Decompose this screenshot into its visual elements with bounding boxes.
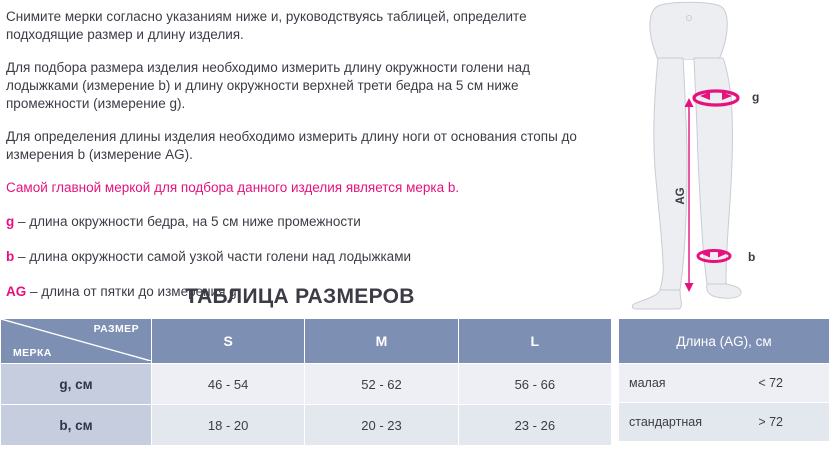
length-header-row [619,319,830,364]
ag-arrow-bottom [685,283,694,292]
figure-label-g: g [752,90,760,104]
column-header-s: S [152,319,305,364]
figure-label-b: b [748,250,756,264]
length-table-wrapper [618,318,830,442]
leg-diagram-svg [600,0,830,318]
length-row-standard [619,403,830,442]
legend-key-g: g [6,214,15,229]
right-foot-shape [707,284,741,298]
cell-b-m: 20 - 23 [305,405,458,446]
intro-paragraph-1: Снимите мерки согласно указаниям ниже и, руководствуясь таблицей, определите подходящие размер и длину изделия. [6,9,527,42]
figure-label-ag: AG [675,187,687,205]
size-table [0,318,612,446]
left-leg-shape [654,58,687,293]
table-row [1,364,612,405]
length-table [618,318,830,442]
corner-header-cell [1,319,152,364]
table-row [619,364,830,403]
corner-label-size: РАЗМЕР [93,323,139,335]
length-name-small: малая [629,376,666,390]
length-header-cell: Длина (AG), см [619,319,830,364]
pelvis-shape [650,2,727,60]
highlight-note: Самой главной меркой для подбора данного изделия является мерка b. [6,180,460,195]
legend-item-b [6,248,586,266]
cell-g-s: 46 - 54 [152,364,305,405]
intro-paragraph-2: Для подбора размера изделия необходимо измерить длину окружности голени над лодыжками (измерение b) и длину окружности верхней трети бедра на 5 см ниже промежности (измерение g). [6,60,530,111]
length-name-standard: стандартная [629,415,702,429]
legend-key-ag: AG [6,284,27,299]
legend-text-b: – длина окружности самой узкой части голени над лодыжками [14,249,412,264]
table-header-row [1,319,612,364]
cell-g-l: 56 - 66 [458,364,611,405]
column-header-m: M [305,319,458,364]
cell-b-s: 18 - 20 [152,405,305,446]
legend-text-ag: – длина от пятки до измерения g [26,284,237,299]
column-header-l: L [458,319,611,364]
row-header-b: b, см [1,405,152,446]
leg-measurement-figure [600,0,830,318]
length-value-standard: > 72 [758,415,783,429]
table-row [1,405,612,446]
cell-b-l: 23 - 26 [458,405,611,446]
legend-item-g [6,213,586,231]
length-value-small: < 72 [758,376,783,390]
table-row [619,403,830,442]
intro-paragraph-3: Для определения длины изделия необходимо измерить длину ноги от основания стопы до измерения b (измерение AG). [6,129,577,162]
legend-key-b: b [6,249,15,264]
legend-text-g: – длина окружности бедра, на 5 см ниже промежности [14,214,361,229]
left-foot-shape [632,290,681,309]
length-row-small [619,364,830,403]
tables-section [0,318,830,446]
cell-g-m: 52 - 62 [305,364,458,405]
corner-label-measure: МЕРКА [13,347,52,359]
ag-arrow-top [685,98,694,107]
row-header-g: g, см [1,364,152,405]
page-title: ТАБЛИЦА РАЗМЕРОВ [185,285,415,308]
